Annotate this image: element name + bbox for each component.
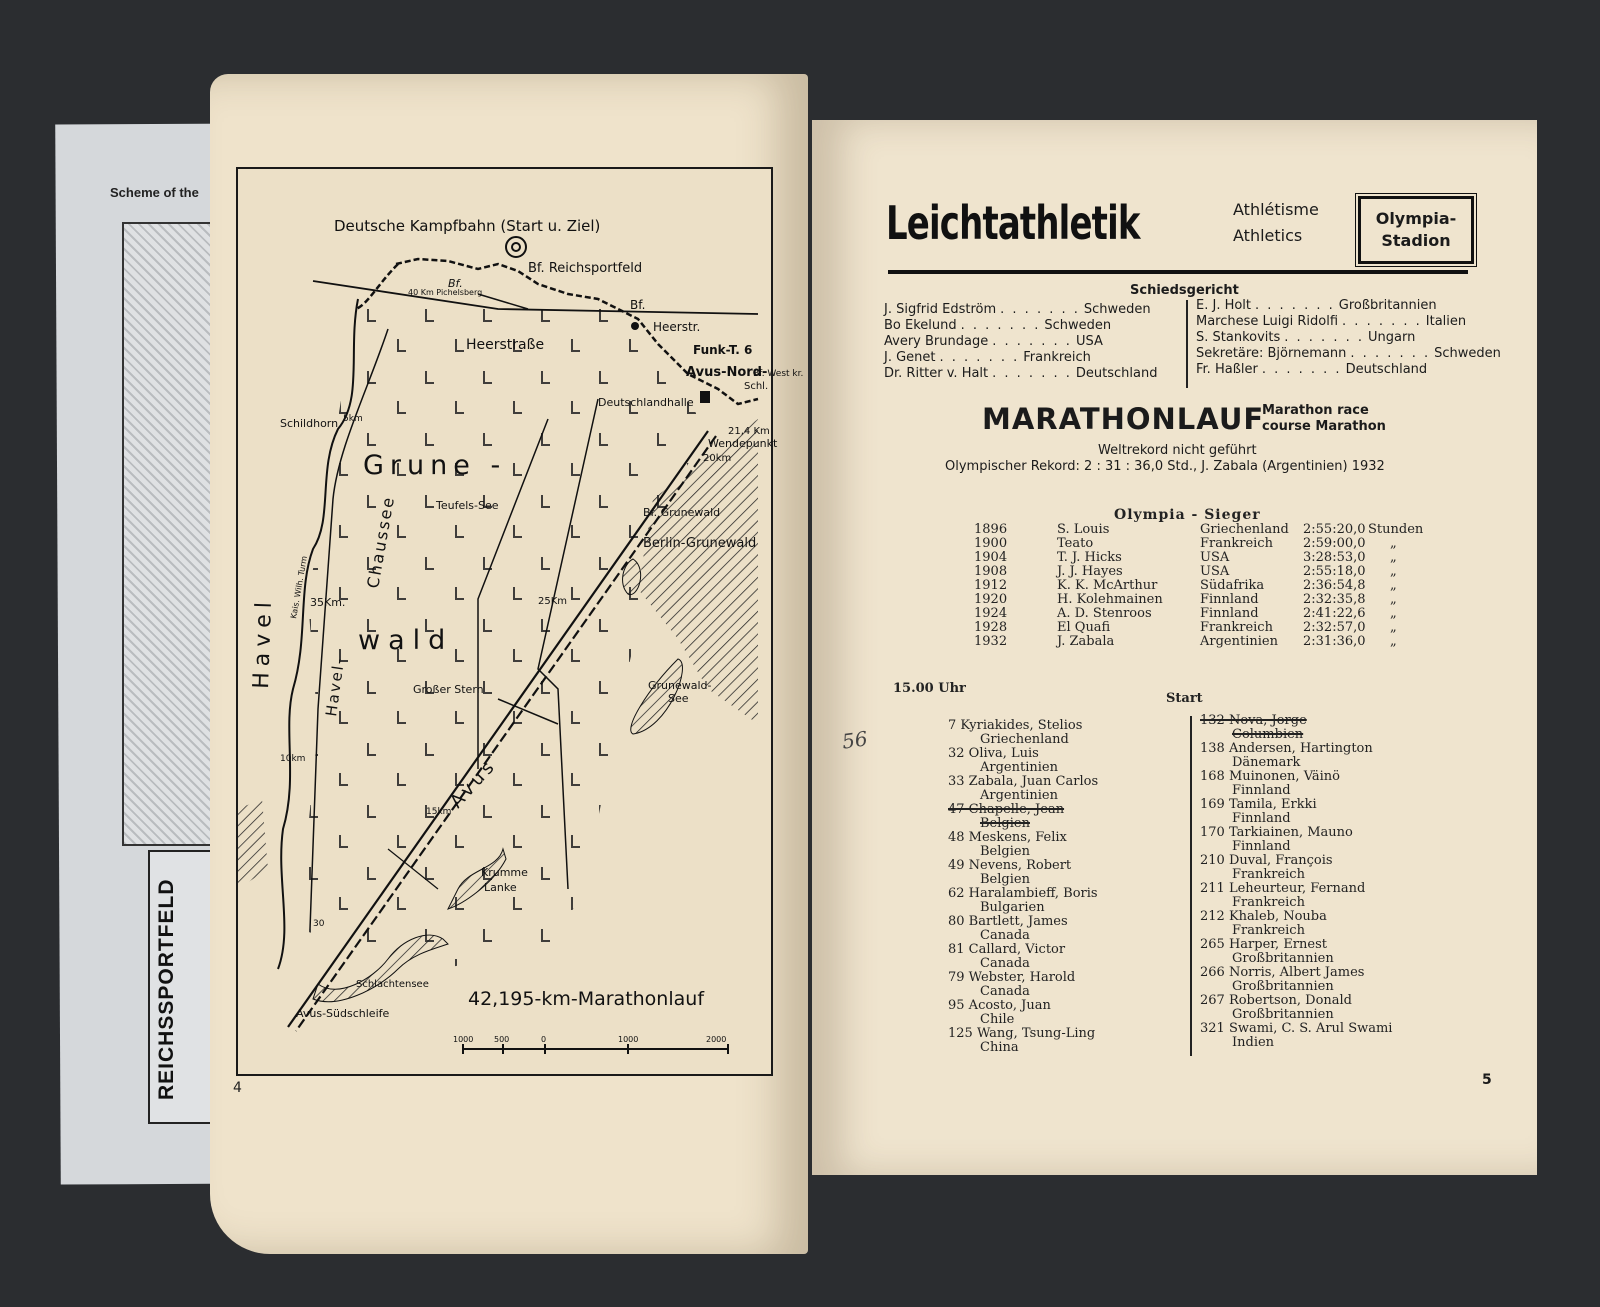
athlete-name: 95 Acosto, Juan (948, 998, 1051, 1013)
winner-time: 2:59:00,0 (1303, 536, 1366, 551)
winner-country: Argentinien (1200, 634, 1278, 649)
athlete-name: 138 Andersen, Hartington (1200, 741, 1373, 756)
jury-name: Sekretäre: Björnemann (1196, 346, 1347, 361)
athlete-name: 212 Khaleb, Nouba (1200, 909, 1327, 924)
athlete-name: 267 Robertson, Donald (1200, 993, 1353, 1008)
athlete-name: 266 Norris, Albert James (1200, 965, 1365, 980)
label-avus-nord: Avus-Nord- (686, 365, 768, 380)
label-grunewaldsee-2: See (668, 692, 689, 705)
athlete-entry (948, 747, 1058, 775)
leader-dots: . . . . . . . (992, 334, 1072, 349)
athlete-country: China (980, 1040, 1019, 1055)
subtitle-french: Athlétisme (1233, 200, 1319, 219)
scale-1000-right: 1000 (618, 1035, 639, 1044)
leader-dots: . . . . . . . (939, 350, 1020, 365)
right-page (812, 120, 1537, 1175)
handwritten-note: 56 (840, 726, 869, 754)
athlete-entry (1200, 882, 1365, 910)
athlete-country: Frankreich (1232, 895, 1305, 910)
winner-time: 2:32:35,8 (1303, 592, 1366, 607)
jury-country: Schweden (1434, 346, 1501, 361)
jury-country: Ungarn (1368, 330, 1416, 345)
winner-country: Finnland (1200, 592, 1259, 607)
label-schildhorn: Schildhorn (280, 417, 339, 430)
athlete-name: 211 Leheurteur, Fernand (1200, 881, 1366, 896)
event-subtitle-english: Marathon race (1262, 403, 1369, 418)
athlete-name: 168 Muinonen, Väinö (1200, 769, 1340, 784)
athlete-country: Canada (980, 984, 1030, 999)
label-5km: 5km (343, 414, 363, 424)
right-page-number: 5 (1482, 1072, 1492, 1088)
leader-dots: . . . . . . . (1342, 314, 1422, 329)
athlete-country: Argentinien (980, 788, 1058, 803)
label-deutschlandhalle: Deutschlandhalle (598, 396, 694, 409)
athlete-country: Finnland (1232, 783, 1291, 798)
label-grunewaldsee-1: Grunewald- (648, 679, 712, 692)
label-bf-westkreuz: Bf. West kr. (753, 369, 804, 379)
map-caption: 42,195-km-Marathonlauf (468, 988, 705, 1010)
venue-box (1358, 196, 1474, 264)
winner-time: 2:36:54,8 (1303, 578, 1366, 593)
label-kaiser-wilhelm-turm: Kais. Wilh. Turm (289, 555, 309, 620)
label-bf-grunewald: Bf. Grunewald (643, 506, 721, 519)
label-schleife: Schl. (744, 381, 769, 392)
reichssportfeld-label: REICHSSPORTFELD (155, 878, 178, 1100)
athlete-entry (1200, 1022, 1392, 1050)
label-berlin-grunewald: Berlin-Grunewald (643, 536, 757, 551)
winner-country: USA (1200, 564, 1230, 579)
background-stadium-map (122, 222, 222, 846)
label-heerstrasse: Heerstraße (466, 337, 545, 353)
subtitle-english: Athletics (1233, 226, 1303, 245)
jury-divider (1186, 300, 1188, 388)
jury-country: Italien (1425, 314, 1467, 329)
world-record: Weltrekord nicht geführt (1098, 443, 1257, 458)
athlete-entry (1200, 994, 1352, 1022)
winner-ditto: „ (1390, 592, 1397, 607)
athlete-name: 32 Oliva, Luis (948, 746, 1039, 761)
winner-ditto: „ (1390, 550, 1397, 565)
athlete-country: Finnland (1232, 839, 1291, 854)
athlete-country: Belgien (980, 872, 1030, 887)
athlete-country: Dänemark (1232, 755, 1301, 770)
jury-row (884, 318, 1111, 333)
title-divider (888, 270, 1468, 274)
winner-time: 2:32:57,0 (1303, 620, 1366, 635)
winner-year: 1912 (974, 578, 1008, 593)
athlete-entry (1200, 742, 1373, 770)
scale-1000-left: 1000 (453, 1035, 474, 1044)
winner-time: 2:55:18,0 (1303, 564, 1366, 579)
event-title: MARATHONLAUF (982, 402, 1265, 436)
jury-row (1196, 330, 1415, 345)
athlete-country: Griechenland (980, 732, 1069, 747)
winner-year: 1924 (974, 606, 1008, 621)
athlete-country: Canada (980, 956, 1030, 971)
jury-country: Großbritannien (1338, 298, 1437, 313)
athlete-entry (1200, 714, 1307, 742)
winner-year: 1920 (974, 592, 1008, 607)
athlete-name: 79 Webster, Harold (948, 970, 1076, 985)
label-lanke: Lanke (484, 881, 517, 894)
background-subheading: Scheme of the (110, 185, 199, 200)
scale-bar (463, 1044, 728, 1054)
athlete-country: Frankreich (1232, 923, 1305, 938)
leader-dots: . . . . . . . (1350, 346, 1431, 361)
label-bf-2: Bf. (630, 298, 646, 312)
leader-dots: . . . . . . . (960, 318, 1041, 333)
jury-name: J. Sigfrid Edström (884, 302, 997, 317)
winner-time: 2:31:36,0 (1303, 634, 1366, 649)
winner-year: 1932 (974, 634, 1008, 649)
athlete-name: 48 Meskens, Felix (948, 830, 1067, 845)
winner-time: 2:41:22,6 (1303, 606, 1366, 621)
jury-row (1196, 298, 1437, 313)
jury-country: Schweden (1044, 318, 1112, 333)
winner-country: Finnland (1200, 606, 1259, 621)
athlete-name: 210 Duval, François (1200, 853, 1333, 868)
athlete-name: 33 Zabala, Juan Carlos (948, 774, 1099, 789)
athlete-country: Argentinien (980, 760, 1058, 775)
label-grune: Grune - (363, 450, 507, 481)
venue-line-1: Olympia- (1375, 209, 1457, 228)
winner-name: J. Zabala (1057, 634, 1115, 649)
jury-name: Avery Brundage (884, 334, 989, 349)
jury-row (1196, 346, 1501, 361)
athlete-entry (948, 775, 1098, 803)
athlete-country: Canada (980, 928, 1030, 943)
athlete-name: 169 Tamila, Erkki (1200, 797, 1317, 812)
winner-time: 2:55:20,0 (1303, 522, 1366, 537)
jury-row (884, 334, 1103, 349)
label-21km: 21,4 Km (728, 426, 770, 437)
leader-dots: . . . . . . . (1000, 302, 1080, 317)
label-heerstr: Heerstr. (653, 320, 701, 334)
athlete-name: 47 Chapelle, Jean (948, 802, 1065, 817)
label-wendepunkt: Wendepunkt (708, 437, 778, 450)
athlete-country: Belgien (980, 816, 1030, 831)
label-35km: 35Km. (310, 596, 346, 609)
winner-year: 1896 (974, 522, 1008, 537)
olympic-record: Olympischer Rekord: 2 : 31 : 36,0 Std., J. Zabala (Argentinien) 1932 (945, 459, 1385, 474)
jury-country: Schweden (1083, 302, 1151, 317)
winner-name: S. Louis (1057, 522, 1110, 537)
label-teufelssee: Teufels-See (436, 499, 499, 512)
winner-time: 3:28:53,0 (1303, 550, 1366, 565)
jury-row (884, 366, 1157, 381)
label-15km: 15km (426, 807, 452, 817)
winner-name: J. J. Hayes (1057, 564, 1123, 579)
athlete-country: Bulgarien (980, 900, 1045, 915)
label-havel-chaussee: Havel- (322, 655, 349, 718)
start-label: Start (1166, 691, 1203, 706)
winner-country: Frankreich (1200, 536, 1273, 551)
athlete-country: Chile (980, 1012, 1015, 1027)
athlete-entry (1200, 966, 1364, 994)
jury-title: Schiedsgericht (1130, 283, 1239, 298)
label-10km: 10km (280, 754, 306, 764)
athlete-name: 170 Tarkiainen, Mauno (1200, 825, 1353, 840)
label-havel-river: Havel (249, 595, 278, 690)
athlete-entry (1200, 770, 1340, 798)
athlete-name: 265 Harper, Ernest (1200, 937, 1327, 952)
winner-year: 1928 (974, 620, 1008, 635)
athlete-entry (1200, 938, 1334, 966)
leader-dots: . . . . . . . (1255, 298, 1335, 313)
winner-name: K. K. McArthur (1057, 578, 1158, 593)
jury-name: J. Genet (884, 350, 936, 365)
athlete-country: Großbritannien (1232, 951, 1334, 966)
athlete-name: 321 Swami, C. S. Arul Swami (1200, 1021, 1393, 1036)
jury-country: USA (1075, 334, 1103, 349)
label-bf: Bf. (448, 277, 463, 290)
winner-ditto: „ (1390, 578, 1397, 593)
winner-ditto: „ (1390, 620, 1397, 635)
jury-country: Frankreich (1023, 350, 1091, 365)
athlete-entry (948, 943, 1065, 971)
start-time: 15.00 Uhr (893, 681, 966, 696)
scale-0: 0 (541, 1035, 547, 1044)
page-title: Leichtathletik (886, 196, 1140, 250)
athlete-country: Belgien (980, 844, 1030, 859)
winner-name: H. Kolehmainen (1057, 592, 1163, 607)
jury-name: Fr. Haßler (1196, 362, 1258, 377)
winner-ditto: „ (1390, 606, 1397, 621)
scale-2000: 2000 (706, 1035, 727, 1044)
winner-country: Griechenland (1200, 522, 1289, 537)
label-chaussee: Chaussee (363, 494, 399, 590)
athlete-entry (948, 1027, 1095, 1055)
winner-name: T. J. Hicks (1057, 550, 1122, 565)
jury-country: Deutschland (1075, 366, 1158, 381)
athlete-name: 7 Kyriakides, Stelios (948, 718, 1083, 733)
athlete-entry (1200, 854, 1333, 882)
athlete-entry (948, 915, 1068, 943)
label-funkturm: Funk-T. 6 (693, 343, 753, 357)
jury-row (884, 350, 1091, 365)
havel-shore-hatch (238, 799, 268, 889)
athlete-entry (948, 971, 1075, 999)
start-list-divider (1190, 716, 1192, 1056)
jury-row (1196, 362, 1427, 377)
winner-ditto: „ (1390, 536, 1397, 551)
athlete-entry (948, 803, 1064, 831)
athlete-entry (1200, 798, 1317, 826)
jury-country: Deutschland (1345, 362, 1428, 377)
winner-year: 1900 (974, 536, 1008, 551)
athlete-name: 81 Callard, Victor (948, 942, 1066, 957)
athlete-entry (948, 887, 1098, 915)
winner-ditto: „ (1390, 564, 1397, 579)
label-bf-reichssportfeld: Bf. Reichsportfeld (528, 261, 643, 276)
athlete-country: Columbien (1232, 727, 1304, 742)
winner-name: A. D. Stenroos (1057, 606, 1152, 621)
label-wald: wald (358, 625, 454, 656)
scale-500: 500 (494, 1035, 510, 1044)
athlete-country: Finnland (1232, 811, 1291, 826)
athlete-entry (948, 831, 1067, 859)
map-title: Deutsche Kampfbahn (Start u. Ziel) (334, 217, 601, 235)
athlete-name: 49 Nevens, Robert (948, 858, 1072, 873)
marathon-route-map (236, 167, 804, 1076)
winner-year: 1908 (974, 564, 1008, 579)
winner-ditto: „ (1390, 634, 1397, 649)
jury-name: E. J. Holt (1196, 298, 1252, 313)
athlete-country: Großbritannien (1232, 979, 1334, 994)
athlete-entry (1200, 826, 1353, 854)
winner-country: USA (1200, 550, 1230, 565)
athlete-name: 125 Wang, Tsung-Ling (948, 1026, 1096, 1041)
athlete-country: Großbritannien (1232, 1007, 1334, 1022)
jury-row (884, 302, 1151, 317)
winner-year: 1904 (974, 550, 1008, 565)
leader-dots: . . . . . . . (992, 366, 1072, 381)
label-schlachtensee: Schlachtensee (356, 979, 429, 990)
athlete-country: Frankreich (1232, 867, 1305, 882)
athlete-entry (948, 859, 1071, 887)
map-drawing (238, 169, 804, 1074)
label-pichelsberg: 40 Km Pichelsberg (408, 288, 483, 297)
event-subtitle-french: course Marathon (1262, 419, 1386, 434)
winners-title: Olympia - Sieger (1114, 507, 1261, 523)
label-grosser-stern: Großer Stern (413, 683, 484, 696)
leader-dots: . . . . . . . (1284, 330, 1364, 345)
winner-unit: Stunden (1368, 522, 1424, 537)
athlete-entry (948, 719, 1082, 747)
athlete-name: 62 Haralambieff, Boris (948, 886, 1098, 901)
jury-name: Bo Ekelund (884, 318, 957, 333)
jury-name: S. Stankovits (1196, 330, 1281, 345)
label-30km: 30 (313, 919, 325, 929)
label-25km: 25Km (538, 596, 568, 607)
label-avus: Avus (446, 754, 501, 813)
jury-row (1196, 314, 1466, 329)
athlete-name: 132 Nova, Jorge (1200, 713, 1307, 728)
label-krumme: Krumme (481, 866, 528, 879)
winner-name: Teato (1057, 536, 1094, 551)
winner-country: Frankreich (1200, 620, 1273, 635)
athlete-name: 80 Bartlett, James (948, 914, 1068, 929)
venue-line-2: Stadion (1381, 231, 1451, 250)
athlete-country: Indien (1232, 1035, 1275, 1050)
jury-name: Marchese Luigi Ridolfi (1196, 314, 1339, 329)
athlete-entry (1200, 910, 1327, 938)
left-page-number: 4 (233, 1080, 242, 1096)
winner-country: Südafrika (1200, 578, 1265, 593)
leader-dots: . . . . . . . (1261, 362, 1342, 377)
jury-name: Dr. Ritter v. Halt (884, 366, 989, 381)
winner-name: El Quafi (1057, 620, 1111, 635)
label-20km: 20km (703, 453, 732, 464)
label-avus-suedschleife: Avus-Südschleife (296, 1007, 390, 1020)
athlete-entry (948, 999, 1051, 1027)
